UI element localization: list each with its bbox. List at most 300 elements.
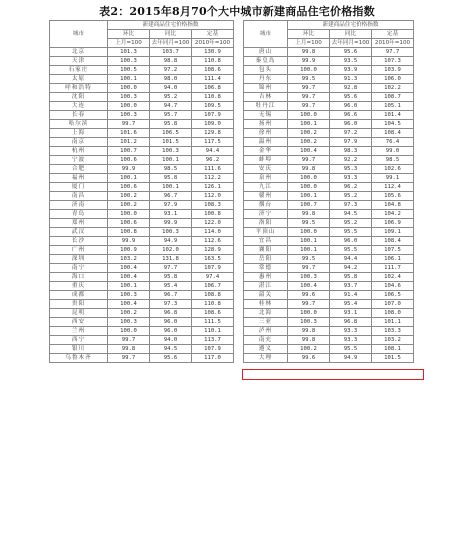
base-cell: 107.5 — [372, 246, 414, 255]
yoy-cell: 95.7 — [150, 111, 192, 120]
yoy-cell: 96.8 — [330, 318, 372, 327]
city-cell: 岳阳 — [244, 255, 288, 264]
city-cell: 济宁 — [244, 210, 288, 219]
city-cell: 长沙 — [50, 237, 108, 246]
base-cell: 111.4 — [192, 75, 234, 84]
table-row — [244, 300, 414, 309]
base-cell: 117.5 — [192, 138, 234, 147]
city-cell: 西宁 — [50, 336, 108, 345]
yoy-cell: 93.9 — [330, 66, 372, 75]
city-cell: 湛江 — [244, 282, 288, 291]
mom-cell: 99.5 — [288, 255, 330, 264]
yoy-cell: 93.1 — [330, 309, 372, 318]
base-cell: 112.4 — [372, 183, 414, 192]
mom-cell: 100.1 — [108, 282, 150, 291]
table-row — [50, 318, 234, 327]
mom-cell: 99.9 — [108, 165, 150, 174]
base-cell: 108.0 — [372, 309, 414, 318]
city-cell: 蚌埠 — [244, 156, 288, 165]
base-cell: 163.5 — [192, 255, 234, 264]
yoy-cell: 93.1 — [150, 210, 192, 219]
city-cell: 北海 — [244, 309, 288, 318]
city-cell: 呼和浩特 — [50, 84, 108, 93]
yoy-cell: 95.8 — [150, 174, 192, 183]
mom-cell: 99.7 — [288, 93, 330, 102]
city-cell: 乌鲁木齐 — [50, 354, 108, 363]
mom-cell: 99.8 — [288, 165, 330, 174]
yoy-cell: 93.3 — [330, 336, 372, 345]
table-row — [244, 138, 414, 147]
city-cell: 南充 — [244, 336, 288, 345]
city-cell: 海口 — [50, 273, 108, 282]
city-cell: 青岛 — [50, 210, 108, 219]
city-cell: 赣州 — [244, 192, 288, 201]
base-cell: 103.2 — [372, 336, 414, 345]
yoy-cell: 97.7 — [150, 264, 192, 273]
table-row — [50, 237, 234, 246]
mom-column-header: 环比 — [108, 30, 150, 39]
base-cell: 109.1 — [372, 228, 414, 237]
city-cell: 洛阳 — [244, 219, 288, 228]
table-row — [50, 291, 234, 300]
city-cell: 石家庄 — [50, 66, 108, 75]
city-cell: 杭州 — [50, 147, 108, 156]
mom-cell: 99.6 — [288, 354, 330, 363]
mom-cell: 101.3 — [108, 48, 150, 57]
table-row — [244, 282, 414, 291]
yoy-cell: 95.3 — [330, 165, 372, 174]
yoy-cell: 106.5 — [150, 129, 192, 138]
yoy-cell: 98.0 — [150, 75, 192, 84]
yoy-cell: 99.9 — [150, 219, 192, 228]
yoy-cell: 93.5 — [330, 57, 372, 66]
table-row — [244, 57, 414, 66]
mom-cell: 99.9 — [108, 237, 150, 246]
mom-cell: 100.4 — [288, 282, 330, 291]
yoy-cell: 93.7 — [330, 282, 372, 291]
mom-cell: 99.7 — [108, 120, 150, 129]
city-cell: 济南 — [50, 201, 108, 210]
table-row — [244, 264, 414, 273]
city-cell: 金华 — [244, 147, 288, 156]
base-subheader: 2010年=100 — [372, 39, 414, 48]
yoy-cell: 101.5 — [150, 138, 192, 147]
table-row — [244, 318, 414, 327]
city-cell: 桂林 — [244, 300, 288, 309]
mom-cell: 100.2 — [108, 201, 150, 210]
city-cell: 郑州 — [50, 219, 108, 228]
mom-cell: 100.1 — [288, 192, 330, 201]
mom-cell: 100.3 — [288, 273, 330, 282]
mom-cell: 100.4 — [288, 147, 330, 156]
yoy-cell: 91.3 — [330, 75, 372, 84]
mom-cell: 100.3 — [108, 57, 150, 66]
table-row — [50, 174, 234, 183]
base-cell: 102.6 — [372, 165, 414, 174]
base-cell: 96.2 — [192, 156, 234, 165]
table-row — [50, 129, 234, 138]
index-group-header: 新建商品住宅价格指数 — [108, 21, 234, 30]
mom-cell: 100.2 — [108, 192, 150, 201]
city-cell: 三亚 — [244, 318, 288, 327]
table-row — [50, 183, 234, 192]
base-cell: 110.8 — [192, 93, 234, 102]
yoy-cell: 96.7 — [150, 192, 192, 201]
city-cell: 长春 — [50, 111, 108, 120]
mom-cell: 100.3 — [108, 93, 150, 102]
base-cell: 104.6 — [372, 282, 414, 291]
base-subheader: 2010年=100 — [192, 39, 234, 48]
city-cell: 锦州 — [244, 84, 288, 93]
mom-cell: 100.0 — [108, 102, 150, 111]
yoy-cell: 96.0 — [330, 120, 372, 129]
base-cell: 98.5 — [372, 156, 414, 165]
city-cell: 哈尔滨 — [50, 120, 108, 129]
table-row — [244, 93, 414, 102]
city-column-header: 城市 — [244, 21, 288, 48]
base-cell: 107.3 — [372, 57, 414, 66]
yoy-cell: 94.0 — [150, 84, 192, 93]
yoy-cell: 94.2 — [330, 264, 372, 273]
table-row — [50, 228, 234, 237]
city-cell: 大连 — [50, 102, 108, 111]
yoy-cell: 93.3 — [330, 327, 372, 336]
table-row — [244, 336, 414, 345]
base-cell: 107.9 — [192, 111, 234, 120]
city-cell: 合肥 — [50, 165, 108, 174]
city-cell: 无锡 — [244, 111, 288, 120]
yoy-subheader: 去年同月=100 — [150, 39, 192, 48]
mom-cell: 100.6 — [108, 219, 150, 228]
mom-cell: 100.6 — [108, 156, 150, 165]
city-cell: 厦门 — [50, 183, 108, 192]
table-row — [50, 210, 234, 219]
base-cell: 112.2 — [192, 174, 234, 183]
mom-cell: 100.0 — [108, 327, 150, 336]
mom-cell: 100.3 — [108, 111, 150, 120]
base-cell: 114.0 — [192, 228, 234, 237]
yoy-cell: 94.5 — [150, 345, 192, 354]
table-row — [244, 156, 414, 165]
city-cell: 包头 — [244, 66, 288, 75]
table-row — [50, 264, 234, 273]
mom-cell: 99.7 — [288, 156, 330, 165]
table-row — [244, 273, 414, 282]
mom-cell: 100.8 — [108, 228, 150, 237]
base-cell: 106.1 — [372, 255, 414, 264]
city-cell: 大理 — [244, 354, 288, 363]
base-cell: 103.3 — [372, 327, 414, 336]
base-cell: 109.0 — [192, 120, 234, 129]
yoy-cell: 95.8 — [150, 120, 192, 129]
base-cell: 99.1 — [372, 174, 414, 183]
city-cell: 宁波 — [50, 156, 108, 165]
yoy-cell: 92.2 — [330, 156, 372, 165]
base-cell: 105.6 — [372, 192, 414, 201]
table-row — [50, 57, 234, 66]
base-cell: 106.0 — [372, 75, 414, 84]
city-cell: 沈阳 — [50, 93, 108, 102]
table-row — [244, 192, 414, 201]
price-index-table-left — [49, 20, 234, 363]
mom-cell: 100.5 — [108, 66, 150, 75]
base-cell: 112.0 — [192, 192, 234, 201]
mom-cell: 99.8 — [108, 345, 150, 354]
table-row — [244, 291, 414, 300]
mom-cell: 99.7 — [288, 300, 330, 309]
base-cell: 106.5 — [372, 291, 414, 300]
base-cell: 108.4 — [372, 129, 414, 138]
yoy-cell: 94.7 — [150, 102, 192, 111]
base-cell: 101.4 — [372, 111, 414, 120]
city-cell: 惠州 — [244, 273, 288, 282]
mom-cell: 100.4 — [108, 273, 150, 282]
base-cell: 101.1 — [372, 318, 414, 327]
yoy-cell: 96.2 — [330, 183, 372, 192]
base-cell: 102.4 — [372, 273, 414, 282]
yoy-cell: 95.6 — [330, 48, 372, 57]
mom-cell: 99.5 — [288, 75, 330, 84]
city-cell: 牡丹江 — [244, 102, 288, 111]
base-cell: 106.7 — [192, 282, 234, 291]
yoy-cell: 98.5 — [150, 165, 192, 174]
table-row — [244, 219, 414, 228]
table-row — [50, 300, 234, 309]
city-cell: 天津 — [50, 57, 108, 66]
yoy-cell: 95.6 — [150, 354, 192, 363]
city-cell: 贵阳 — [50, 300, 108, 309]
base-cell: 122.0 — [192, 219, 234, 228]
yoy-cell: 97.2 — [150, 66, 192, 75]
table-row — [50, 327, 234, 336]
city-cell: 丹东 — [244, 75, 288, 84]
mom-subheader: 上月=100 — [108, 39, 150, 48]
mom-subheader: 上月=100 — [288, 39, 330, 48]
table-row — [50, 219, 234, 228]
index-group-header: 新建商品住宅价格指数 — [288, 21, 414, 30]
yoy-cell: 93.3 — [330, 174, 372, 183]
yoy-cell: 96.6 — [330, 111, 372, 120]
mom-cell: 100.0 — [288, 174, 330, 183]
yoy-cell: 103.7 — [150, 48, 192, 57]
base-cell: 76.4 — [372, 138, 414, 147]
city-cell: 唐山 — [244, 48, 288, 57]
table-row — [50, 255, 234, 264]
yoy-cell: 95.5 — [330, 246, 372, 255]
mom-cell: 100.7 — [108, 147, 150, 156]
mom-cell: 100.1 — [288, 120, 330, 129]
yoy-cell: 94.4 — [330, 255, 372, 264]
table-row — [244, 75, 414, 84]
mom-cell: 99.8 — [288, 210, 330, 219]
mom-cell: 100.3 — [288, 318, 330, 327]
table-row — [50, 111, 234, 120]
mom-cell: 99.7 — [288, 264, 330, 273]
table-row — [244, 147, 414, 156]
mom-cell: 99.7 — [288, 102, 330, 111]
base-cell: 110.8 — [192, 57, 234, 66]
table-row — [50, 138, 234, 147]
mom-cell: 100.0 — [288, 66, 330, 75]
yoy-cell: 94.5 — [330, 210, 372, 219]
yoy-cell: 95.4 — [330, 300, 372, 309]
table-row — [50, 165, 234, 174]
mom-cell: 100.0 — [288, 228, 330, 237]
base-cell: 111.5 — [192, 318, 234, 327]
base-cell: 106.9 — [372, 219, 414, 228]
mom-cell: 100.1 — [108, 174, 150, 183]
city-cell: 泉州 — [244, 174, 288, 183]
yoy-cell: 91.4 — [330, 291, 372, 300]
table-row — [244, 111, 414, 120]
yoy-cell: 95.2 — [330, 192, 372, 201]
yoy-cell: 95.2 — [150, 93, 192, 102]
mom-cell: 100.6 — [108, 183, 150, 192]
yoy-cell: 96.8 — [150, 309, 192, 318]
base-cell: 100.8 — [192, 210, 234, 219]
base-cell: 112.6 — [192, 237, 234, 246]
yoy-cell: 100.1 — [150, 156, 192, 165]
table-row — [244, 309, 414, 318]
table-row — [244, 327, 414, 336]
mom-cell: 100.4 — [108, 264, 150, 273]
table-row — [244, 228, 414, 237]
table-row — [50, 273, 234, 282]
table-row — [244, 255, 414, 264]
mom-cell: 100.2 — [288, 345, 330, 354]
yoy-cell: 94.9 — [150, 237, 192, 246]
base-cell: 108.4 — [372, 237, 414, 246]
mom-cell: 100.2 — [108, 309, 150, 318]
table-row — [50, 147, 234, 156]
base-cell: 107.9 — [192, 264, 234, 273]
mom-cell: 103.2 — [108, 255, 150, 264]
city-cell: 泸州 — [244, 327, 288, 336]
base-cell: 102.2 — [372, 84, 414, 93]
yoy-cell: 102.0 — [150, 246, 192, 255]
yoy-cell: 97.3 — [330, 201, 372, 210]
table-row — [50, 102, 234, 111]
table-row — [50, 93, 234, 102]
table-row — [244, 345, 414, 354]
base-cell: 110.8 — [192, 300, 234, 309]
table-row — [244, 246, 414, 255]
table-row — [50, 84, 234, 93]
city-cell: 兰州 — [50, 327, 108, 336]
mom-cell: 100.1 — [108, 75, 150, 84]
city-cell: 常德 — [244, 264, 288, 273]
yoy-cell: 95.2 — [330, 219, 372, 228]
base-cell: 117.0 — [192, 354, 234, 363]
city-cell: 烟台 — [244, 201, 288, 210]
base-cell: 97.4 — [192, 273, 234, 282]
table-row — [244, 129, 414, 138]
base-cell: 108.1 — [372, 345, 414, 354]
mom-cell: 99.7 — [288, 84, 330, 93]
yoy-cell: 94.0 — [150, 336, 192, 345]
yoy-cell: 97.3 — [150, 300, 192, 309]
yoy-cell: 95.5 — [330, 228, 372, 237]
city-cell: 重庆 — [50, 282, 108, 291]
base-cell: 104.8 — [372, 201, 414, 210]
city-cell: 成都 — [50, 291, 108, 300]
base-cell: 101.5 — [372, 354, 414, 363]
city-cell: 秦皇岛 — [244, 57, 288, 66]
city-cell: 安庆 — [244, 165, 288, 174]
base-cell: 108.7 — [372, 93, 414, 102]
mom-cell: 100.1 — [288, 237, 330, 246]
mom-cell: 100.0 — [288, 111, 330, 120]
yoy-cell: 95.4 — [150, 282, 192, 291]
table-row — [50, 156, 234, 165]
table-row — [50, 246, 234, 255]
base-cell: 113.7 — [192, 336, 234, 345]
base-cell: 106.8 — [192, 84, 234, 93]
table-row — [244, 84, 414, 93]
table-row — [50, 120, 234, 129]
yoy-cell: 98.8 — [150, 57, 192, 66]
mom-cell: 99.8 — [288, 336, 330, 345]
table-row — [244, 183, 414, 192]
base-cell: 108.3 — [192, 201, 234, 210]
table-row — [50, 75, 234, 84]
mom-cell: 100.2 — [288, 138, 330, 147]
city-cell: 深圳 — [50, 255, 108, 264]
mom-cell: 99.5 — [288, 219, 330, 228]
base-cell: 108.6 — [192, 66, 234, 75]
mom-cell: 99.7 — [108, 354, 150, 363]
city-cell: 西安 — [50, 318, 108, 327]
base-cell: 104.5 — [372, 120, 414, 129]
yoy-cell: 100.3 — [150, 228, 192, 237]
yoy-cell: 96.0 — [330, 102, 372, 111]
mom-cell: 99.6 — [288, 291, 330, 300]
table-row — [244, 210, 414, 219]
mom-column-header: 环比 — [288, 30, 330, 39]
table-row — [50, 354, 234, 363]
yoy-cell: 94.9 — [330, 354, 372, 363]
table-row — [244, 201, 414, 210]
yoy-column-header: 同比 — [330, 30, 372, 39]
price-index-table-right — [243, 20, 414, 363]
base-cell: 110.1 — [192, 327, 234, 336]
table-row — [50, 282, 234, 291]
yoy-cell: 97.9 — [330, 138, 372, 147]
yoy-cell: 96.0 — [150, 318, 192, 327]
mom-cell: 100.3 — [108, 291, 150, 300]
city-cell: 平顶山 — [244, 228, 288, 237]
yoy-column-header: 同比 — [150, 30, 192, 39]
table-row — [244, 174, 414, 183]
city-cell: 宜昌 — [244, 237, 288, 246]
base-cell: 126.1 — [192, 183, 234, 192]
highlight-box — [242, 369, 424, 380]
table-row — [244, 48, 414, 57]
yoy-cell: 95.5 — [330, 345, 372, 354]
base-cell: 94.4 — [192, 147, 234, 156]
base-cell: 107.9 — [192, 345, 234, 354]
table-row — [244, 165, 414, 174]
base-cell: 111.6 — [192, 165, 234, 174]
city-cell: 广州 — [50, 246, 108, 255]
city-cell: 扬州 — [244, 120, 288, 129]
base-column-header: 定基 — [372, 30, 414, 39]
mom-cell: 100.3 — [108, 318, 150, 327]
table-row — [50, 309, 234, 318]
mom-cell: 100.0 — [108, 210, 150, 219]
table-row — [244, 237, 414, 246]
mom-cell: 100.0 — [288, 183, 330, 192]
